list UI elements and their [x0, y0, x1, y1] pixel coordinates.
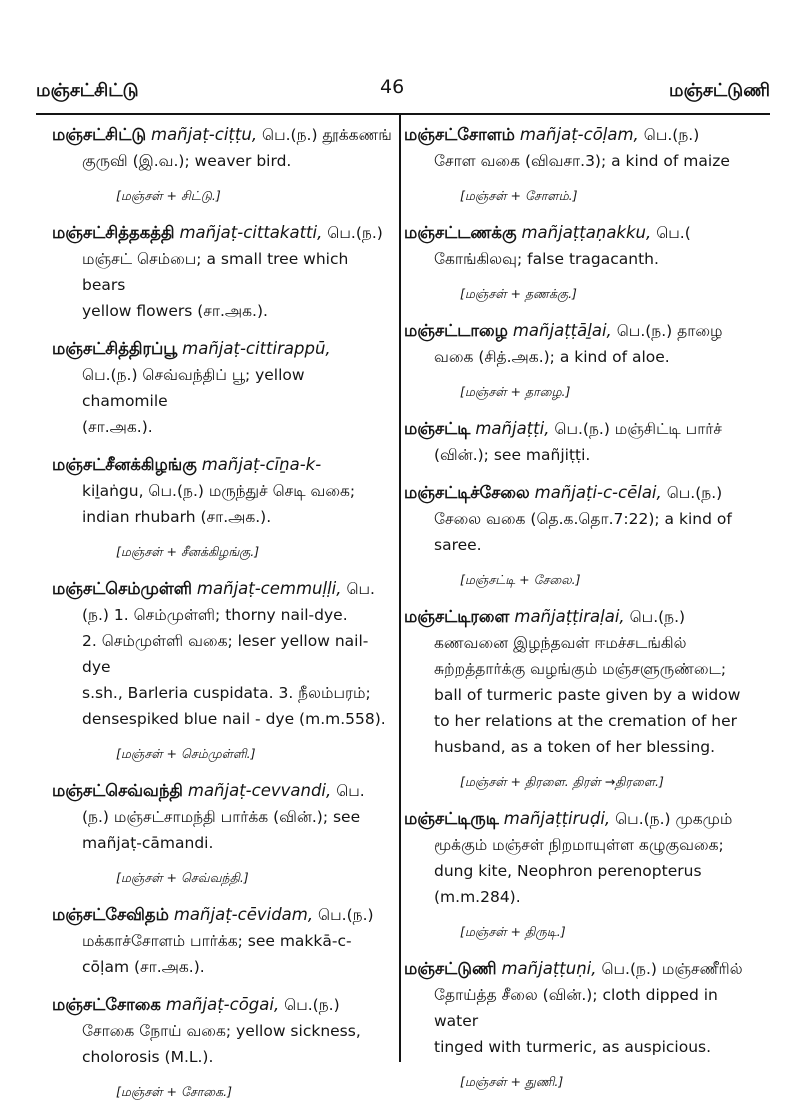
definition-line: சுற்றத்தார்க்கு வழங்கும் மஞ்சளுருண்டை;	[434, 660, 727, 678]
definition-body	[52, 928, 392, 980]
definition-body	[52, 804, 392, 856]
definition-line: சோள வகை (விவசா.3); a kind of maize	[434, 152, 730, 170]
definition-line: மூக்கும் மஞ்சள் நிறமாயுள்ள கழுகுவகை;	[434, 836, 724, 854]
definition-line: மக்காச்சோளம் பார்க்க; see makkā-c-	[82, 932, 352, 950]
etymology: [மஞ்சள் + சோகை.]	[116, 1084, 232, 1099]
dictionary-entry	[404, 956, 752, 1060]
dictionary-entry	[52, 122, 392, 174]
definition-line: தோய்த்த சீலை (வின்.); cloth dipped in water	[434, 986, 718, 1030]
etymology: [மஞ்சள் + சிட்டு.]	[116, 188, 221, 203]
etymology: [மஞ்சள் + தணக்கு.]	[460, 286, 577, 301]
definition-line: to her relations at the cremation of her	[434, 712, 737, 730]
running-head-right: மஞ்சட்டுணி	[669, 80, 770, 101]
definition-body	[404, 246, 752, 272]
definition-line: densespiked blue nail - dye (m.m.558).	[82, 710, 386, 728]
headword: மஞ்சட்சோளம்	[404, 125, 515, 144]
etymology: [மஞ்சள் + சீனக்கிழங்கு.]	[116, 544, 260, 559]
entry-first-line	[52, 452, 392, 478]
transliteration: mañjaṭ-cevvandi,	[187, 781, 332, 800]
entry-first-line	[52, 576, 392, 602]
entry-first-line	[404, 122, 752, 148]
etymology: [மஞ்சள் + சோளம்.]	[460, 188, 578, 203]
definition-start: பெ.(ந.)	[629, 608, 686, 626]
entry-spacer	[52, 980, 392, 992]
headword: மஞ்சட்டிரளை	[404, 607, 510, 626]
definition-line: மஞ்சட் செம்பை; a small tree which bears	[82, 250, 349, 294]
definition-start: பெ.(ந.) மஞ்சணீரில்	[601, 960, 743, 978]
etymology: [மஞ்சள் + தாழை.]	[460, 384, 571, 399]
transliteration: mañjaṭi-c-cēlai,	[534, 483, 662, 502]
headword: மஞ்சட்டிச்சேலை	[404, 483, 530, 502]
definition-start: பெ.(	[656, 224, 691, 242]
dictionary-entry	[52, 452, 392, 530]
definition-line: (ந.) மஞ்சட்சாமந்தி பார்க்க (வின்.); see	[82, 808, 361, 826]
dictionary-entry	[404, 318, 752, 370]
definition-body	[52, 246, 392, 324]
transliteration: mañjaṭ-cittirappū,	[182, 339, 331, 358]
definition-line: s.sh., Barleria cuspidata. 3. நீலம்பரம்;	[82, 684, 371, 702]
etymology: [மஞ்சள் + துணி.]	[460, 1074, 564, 1089]
definition-start: பெ.(ந.)	[666, 484, 723, 502]
column-divider	[399, 115, 401, 1062]
definition-line: சோகை நோய் வகை; yellow sickness,	[82, 1022, 361, 1040]
definition-line: yellow flowers (சா.அக.).	[82, 302, 268, 320]
transliteration: mañjaṭ-cemmuḷḷi,	[196, 579, 342, 598]
dictionary-entry	[52, 220, 392, 324]
definition-body	[404, 832, 752, 910]
definition-start: பெ.	[336, 782, 365, 800]
etymology: [மஞ்சள் + திரளை. திரள் →திரளை.]	[460, 774, 664, 789]
definition-start: பெ.(ந.) முகமும்	[615, 810, 733, 828]
entry-first-line	[52, 122, 392, 148]
headword: மஞ்சட்டாழை	[404, 321, 508, 340]
definition-body	[404, 506, 752, 558]
definition-line: (வின்.); see mañjiṭṭi.	[434, 446, 591, 464]
definition-start: பெ.(ந.)	[284, 996, 340, 1014]
dictionary-entry	[52, 992, 392, 1070]
header-rule	[36, 113, 770, 115]
transliteration: mañjaṭ-cīṉa-k-	[201, 455, 322, 474]
headword: மஞ்சட்டிருடி	[404, 809, 499, 828]
definition-line: saree.	[434, 536, 482, 554]
dictionary-entry	[52, 576, 392, 732]
definition-line: குருவி (இ.வ.); weaver bird.	[82, 152, 292, 170]
definition-line: tinged with turmeric, as auspicious.	[434, 1038, 712, 1056]
definition-start: பெ.	[346, 580, 375, 598]
dictionary-entry	[404, 122, 752, 174]
definition-line: கோங்கிலவு; false tragacanth.	[434, 250, 659, 268]
entry-first-line	[52, 902, 392, 928]
entry-spacer	[52, 324, 392, 336]
definition-line: (சா.அக.).	[82, 418, 153, 436]
entry-first-line	[404, 318, 752, 344]
entry-first-line	[52, 778, 392, 804]
dictionary-entry	[404, 604, 752, 760]
headword: மஞ்சட்டி	[404, 419, 471, 438]
entry-first-line	[404, 480, 752, 506]
etymology: [மஞ்சள் + திருடி.]	[460, 924, 566, 939]
headword: மஞ்சட்சோகை	[52, 995, 161, 1014]
definition-start: பெ.(ந.) மஞ்சிட்டி பார்ச்	[554, 420, 722, 438]
definition-line: ball of turmeric paste given by a widow	[434, 686, 741, 704]
headword: மஞ்சட்சித்திரப்பூ	[52, 339, 178, 358]
entry-first-line	[52, 220, 392, 246]
entry-first-line	[404, 956, 752, 982]
page-number: 46	[380, 76, 405, 98]
transliteration: mañjaṭ-cittakatti,	[179, 223, 323, 242]
definition-body	[52, 148, 392, 174]
transliteration: mañjaṭṭāḻai,	[512, 321, 612, 340]
definition-body	[404, 982, 752, 1060]
definition-body	[52, 1018, 392, 1070]
headword: மஞ்சட்சீனக்கிழங்கு	[52, 455, 197, 474]
definition-start: பெ.(ந.) தூக்கணங்	[262, 126, 392, 144]
definition-line: mañjaṭ-cāmandi.	[82, 834, 214, 852]
definition-line: பெ.(ந.) செவ்வந்திப் பூ; yellow chamomile	[82, 366, 305, 410]
definition-line: kiḻaṅgu, பெ.(ந.) மருந்துச் செடி வகை;	[82, 482, 356, 500]
transliteration: mañjaṭṭi,	[475, 419, 550, 438]
definition-line: வகை (சித்.அக.); a kind of aloe.	[434, 348, 670, 366]
definition-line: indian rhubarh (சா.அக.).	[82, 508, 272, 526]
dictionary-entry	[52, 902, 392, 980]
transliteration: mañjaṭṭuṇi,	[501, 959, 597, 978]
headword: மஞ்சட்சித்தகத்தி	[52, 223, 175, 242]
entry-spacer	[404, 468, 752, 480]
definition-body	[52, 362, 392, 440]
entry-first-line	[404, 604, 752, 630]
entry-first-line	[52, 336, 392, 362]
left-column	[52, 122, 392, 1116]
entry-first-line	[52, 992, 392, 1018]
definition-line: husband, as a token of her blessing.	[434, 738, 716, 756]
transliteration: mañjaṭ-cēvidam,	[173, 905, 314, 924]
definition-line: cōḷam (சா.அக.).	[82, 958, 205, 976]
definition-body	[404, 630, 752, 760]
right-column	[404, 122, 752, 1106]
definition-line: கணவனை இழந்தவள் ஈமச்சடங்கில்	[434, 634, 687, 652]
definition-line: dung kite, Neophron perenopterus	[434, 862, 702, 880]
etymology: [மஞ்சள் + செவ்வந்தி.]	[116, 870, 249, 885]
definition-body	[404, 442, 752, 468]
transliteration: mañjaṭṭiruḍi,	[503, 809, 611, 828]
definition-start: பெ.(ந.) தாழை	[616, 322, 723, 340]
definition-body	[52, 602, 392, 732]
headword: மஞ்சட்டுணி	[404, 959, 497, 978]
transliteration: mañjaṭṭaṇakku,	[521, 223, 652, 242]
page-header	[36, 76, 770, 112]
transliteration: mañjaṭṭiraḷai,	[514, 607, 625, 626]
etymology: [மஞ்சட்டி + சேலை.]	[460, 572, 581, 587]
definition-body	[404, 148, 752, 174]
transliteration: mañjaṭ-ciṭṭu,	[151, 125, 258, 144]
entry-first-line	[404, 416, 752, 442]
headword: மஞ்சட்சிட்டு	[52, 125, 147, 144]
headword: மஞ்சட்செம்முள்ளி	[52, 579, 192, 598]
definition-body	[404, 344, 752, 370]
transliteration: mañjaṭ-cōgai,	[165, 995, 280, 1014]
headword: மஞ்சட்செவ்வந்தி	[52, 781, 183, 800]
dictionary-entry	[52, 778, 392, 856]
dictionary-entry	[404, 806, 752, 910]
transliteration: mañjaṭ-cōḷam,	[519, 125, 639, 144]
entry-first-line	[404, 220, 752, 246]
dictionary-entry	[52, 336, 392, 440]
definition-start: பெ.(ந.)	[318, 906, 374, 924]
running-head-left: மஞ்சட்சிட்டு	[36, 80, 139, 101]
headword: மஞ்சட்சேவிதம்	[52, 905, 169, 924]
definition-line: சேலை வகை (தெ.க.தொ.7:22); a kind of	[434, 510, 732, 528]
entry-spacer	[52, 440, 392, 452]
headword: மஞ்சட்டணக்கு	[404, 223, 517, 242]
definition-start: பெ.(ந.)	[327, 224, 383, 242]
definition-line: (ந.) 1. செம்முள்ளி; thorny nail-dye.	[82, 606, 348, 624]
definition-body	[52, 478, 392, 530]
dictionary-entry	[404, 480, 752, 558]
dictionary-entry	[404, 416, 752, 468]
definition-start: பெ.(ந.)	[643, 126, 700, 144]
definition-line: (m.m.284).	[434, 888, 521, 906]
etymology: [மஞ்சள் + செம்முள்ளி.]	[116, 746, 256, 761]
dictionary-entry	[404, 220, 752, 272]
entry-first-line	[404, 806, 752, 832]
definition-line: 2. செம்முள்ளி வகை; leser yellow nail-dye	[82, 632, 369, 676]
definition-line: cholorosis (M.L.).	[82, 1048, 214, 1066]
